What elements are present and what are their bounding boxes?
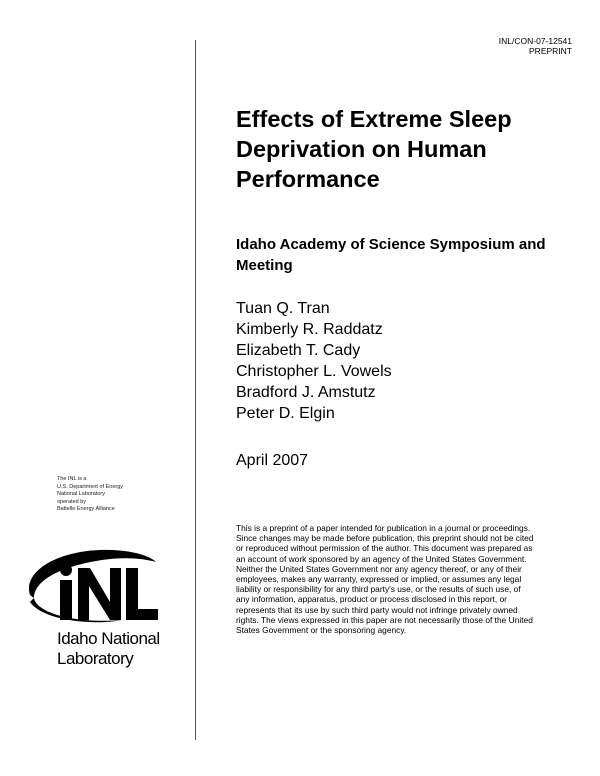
operator-statement: [57, 476, 123, 514]
report-number: INL/CON-07-12541: [498, 36, 572, 46]
author-name: Christopher L. Vowels: [236, 363, 392, 380]
operator-line: U.S. Department of Energy: [57, 483, 124, 490]
operator-line: operated by: [57, 498, 87, 505]
author-name: Elizabeth T. Cady: [236, 342, 361, 359]
preprint-label: PREPRINT: [529, 46, 572, 56]
author-name: Kimberly R. Raddatz: [236, 321, 383, 338]
document-title: Effects of Extreme Sleep Deprivation on Human Performance: [236, 106, 512, 192]
author-name: Tuan Q. Tran: [236, 300, 330, 317]
operator-line: The INL is a: [57, 476, 87, 482]
operator-line: National Laboratory: [57, 491, 106, 497]
inl-logo-icon: [22, 540, 162, 635]
vertical-divider: [195, 40, 196, 740]
disclaimer-text: This is a preprint of a paper intended for publication in a journal or proceedings. Since changes may be made before publication, this preprint should not be cited or reproduced without permission of the author. This document was prepared as an account of work sponsored by an agency of the United States Government. Neither the United States Government nor any agency thereof, or any of their employees, makes any warranty, expressed or implied, or assumes any legal liability or responsibility for any third party's use, or the results of such use, of any information, apparatus, product or process disclosed in this report, or represents that its use by such third party would not infringe privately owned rights. The views expressed in this paper are not necessarily those of the United States Government or the sponsoring agency.: [236, 523, 534, 636]
logo-name-line: Idaho National: [57, 629, 160, 648]
operator-line: Battelle Energy Alliance: [57, 506, 115, 512]
author-name: Peter D. Elgin: [236, 405, 335, 422]
publication-date: April 2007: [236, 452, 309, 469]
conference-name: Idaho Academy of Science Symposium and Meeting: [236, 236, 546, 274]
logo-wordmark: [57, 629, 160, 669]
inl-logo: [22, 540, 162, 680]
author-list: [236, 298, 392, 424]
logo-name-line: Laboratory: [57, 649, 134, 668]
report-number-block: [499, 36, 572, 56]
author-name: Bradford J. Amstutz: [236, 384, 376, 401]
